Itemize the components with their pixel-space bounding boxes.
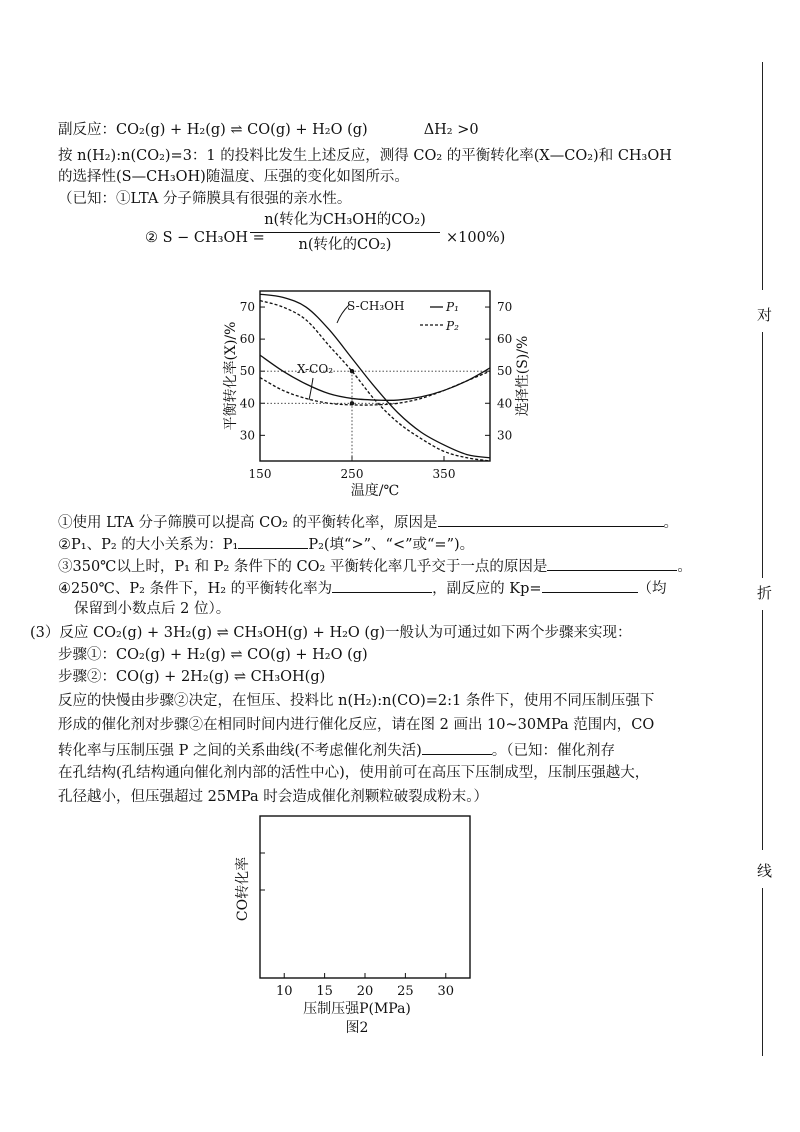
- plot-frame: [260, 816, 470, 978]
- question-2: ②P₁、P₂ 的大小关系为：P₁ P₂(填“>”、“<”或“=”)。: [58, 534, 474, 554]
- x-tick-label: 30: [437, 984, 455, 999]
- answer-blank-3[interactable]: [547, 556, 677, 571]
- y-tick-label-right: 30: [497, 428, 513, 443]
- binding-char: 线: [757, 862, 773, 880]
- y-tick-label-left: 40: [239, 396, 255, 411]
- x-axis-label: 压制压强P(MPa): [303, 1001, 411, 1017]
- annotation-conversion: X-CO₂: [297, 362, 333, 376]
- y-tick-label-right: 70: [497, 300, 513, 315]
- x-tick-label: 150: [248, 467, 272, 481]
- known-condition: （已知：①LTA 分子筛膜具有很强的亲水性。: [58, 191, 352, 207]
- figure-caption: 图2: [345, 1020, 369, 1036]
- legend-label-p2: P₂: [446, 319, 459, 333]
- series-line-conversion-solid: [260, 355, 490, 400]
- text-line: 转化率与压制压强 P 之间的关系曲线(不考虑催化剂失活) 。（已知：催化剂存: [58, 740, 615, 760]
- chart-conversion-selectivity: [215, 283, 535, 503]
- text-line: 的选择性(S—CH₃OH)随温度、压强的变化如图所示。: [58, 169, 409, 185]
- binding-char: 对: [757, 306, 773, 324]
- question-4: ④250℃、P₂ 条件下，H₂ 的平衡转化率为 ，副反应的 Kp= （均: [58, 578, 667, 598]
- y-axis-label-left: 平衡转化率(X)/%: [223, 321, 239, 431]
- question-4-cont: 保留到小数点后 2 位）。: [74, 601, 231, 617]
- y-axis-label-right: 选择性(S)/%: [515, 335, 531, 417]
- part-3-intro: (3）反应 CO₂(g) + 3H₂(g) ⇌ CH₃OH(g) + H₂O (g)一般认为可通过如下两个步骤来实现：: [30, 625, 632, 641]
- question-1: ①使用 LTA 分子筛膜可以提高 CO₂ 的平衡转化率，原因是 。: [58, 512, 678, 532]
- formula-tail: ×100%): [446, 230, 506, 246]
- answer-blank-1[interactable]: [438, 512, 664, 527]
- x-axis-label: 温度/℃: [350, 483, 400, 499]
- binding-line: [762, 332, 763, 578]
- x-tick-label: 25: [397, 984, 414, 999]
- text-line: 反应的快慢由步骤②决定，在恒压、投料比 n(H₂):n(CO)=2:1 条件下，使用不同压制压强下: [58, 693, 655, 709]
- x-tick-label: 20: [356, 984, 374, 999]
- answer-blank-2[interactable]: [238, 534, 308, 549]
- answer-blank-5[interactable]: [422, 740, 492, 755]
- step-1: 步骤①：CO₂(g) + H₂(g) ⇌ CO(g) + H₂O (g): [58, 647, 368, 663]
- text-line: 在孔结构(孔结构通向催化剂内部的活性中心)，使用前可在高压下压制成型，压制压强越大，: [58, 765, 650, 781]
- binding-line: [762, 610, 763, 850]
- formula-lhs: ② S − CH₃OH =: [145, 230, 265, 246]
- x-tick-label: 250: [340, 467, 364, 481]
- binding-char: 折: [757, 584, 773, 602]
- text-line: 孔径越小，但压强超过 25MPa 时会造成催化剂颗粒破裂成粉末。）: [58, 789, 489, 805]
- text-line: 按 n(H₂):n(CO₂)=3：1 的投料比发生上述反应，测得 CO₂ 的平衡转化率(X—CO₂)和 CH₃OH: [58, 148, 672, 164]
- y-tick-label-left: 50: [239, 364, 255, 379]
- binding-line: [762, 888, 763, 1056]
- question-3: ③350℃以上时，P₁ 和 P₂ 条件下的 CO₂ 平衡转化率几乎交于一点的原因是 。: [58, 556, 692, 576]
- annotation-pointer: [309, 378, 313, 400]
- y-tick-label-right: 50: [497, 364, 513, 379]
- x-tick-label: 10: [275, 984, 293, 999]
- formula-numerator: n(转化为CH₃OH的CO₂): [264, 212, 426, 228]
- y-axis-label: CO转化率: [235, 856, 251, 922]
- delta-h2: ΔH₂ >0: [423, 122, 479, 138]
- y-tick-label-left: 70: [239, 300, 255, 315]
- annotation-selectivity: S-CH₃OH: [347, 299, 405, 313]
- chart-co-conversion-figure2: [225, 808, 485, 1038]
- legend-label-p1: P₁: [446, 300, 459, 314]
- y-tick-label-left: 60: [239, 332, 255, 347]
- step-2: 步骤②：CO(g) + 2H₂(g) ⇌ CH₃OH(g): [58, 669, 326, 685]
- y-tick-label-left: 30: [239, 428, 255, 443]
- x-tick-label: 15: [316, 984, 333, 999]
- binding-line: [762, 62, 763, 290]
- answer-blank-4b[interactable]: [542, 578, 638, 593]
- formula-fraction: [250, 210, 440, 255]
- y-tick-label-right: 60: [497, 332, 513, 347]
- y-tick-label-right: 40: [497, 396, 513, 411]
- text-line: 形成的催化剂对步骤②在相同时间内进行催化反应，请在图 2 画出 10~30MPa 范围内，CO: [58, 717, 655, 733]
- side-reaction-equation: 副反应：CO₂(g) + H₂(g) ⇌ CO(g) + H₂O (g) ΔH₂ >0: [58, 122, 479, 138]
- plot-frame: [260, 291, 490, 461]
- x-tick-label: 350: [432, 467, 456, 481]
- answer-blank-4a[interactable]: [332, 578, 432, 593]
- formula-denominator: n(转化的CO₂): [298, 237, 392, 253]
